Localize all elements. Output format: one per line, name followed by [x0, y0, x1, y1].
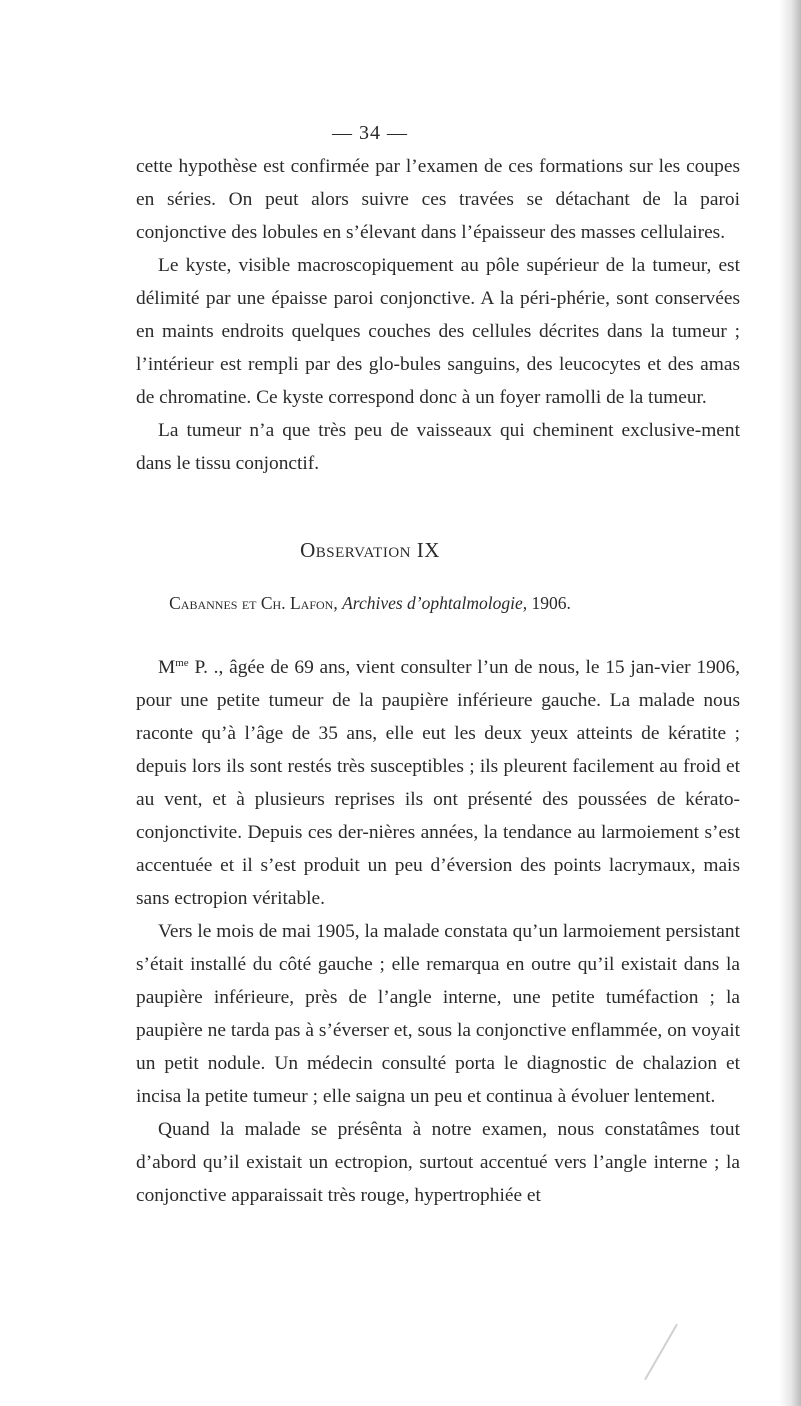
patient-text: P. ., âgée de 69 ans, vient consulter l’un de nous, le 15 jan-vier 1906, pour une petite tumeur de la paupière inférieure gauche. La malade nous raconte qu’à l’âge de 35 ans, elle eut les deux yeux atteints de kératite ; depuis lors ils sont restés très susceptibles ; ils pleurent facilement au froid et au vent, et à plusieurs reprises ils ont présenté des poussées de kérato-conjonctivite. Depuis ces der-nières années, la tendance au larmoiement s’est accentuée et il s’est produit un peu d’éversion des points lacrymaux, mais sans ectropion véritable.: [136, 657, 740, 909]
patient-title: M: [158, 657, 176, 678]
patient-title-sup: me: [175, 657, 189, 669]
citation-year: 1906.: [531, 593, 571, 613]
page-number: — 34 —: [332, 122, 408, 144]
paragraph: Le kyste, visible macroscopiquement au pôle supérieur de la tumeur, est délimité par une épaisse paroi conjonctive. A la péri-phérie, sont conservées en maints endroits quelques couches des cellules décrites dans la tumeur ; l’intérieur est rempli par des glo-bules sanguins, des leucocytes et des amas de chromatine. Ce kyste correspond donc à un foyer ramolli de la tumeur.: [136, 255, 740, 408]
pencil-mark: [644, 1324, 678, 1380]
citation-journal: Archives d’ophtalmologie,: [342, 593, 528, 613]
paragraph: Vers le mois de mai 1905, la malade constata qu’un larmoiement persistant s’était installé du côté gauche ; elle remarqua en outre qu’il existait dans la paupière inférieure, près de l’angle interne, une petite tuméfaction ; la paupière ne tarda pas à s’éverser et, sous la conjonctive enflammée, on voyait un petit nodule. Un médecin consulté porta le diagnostic de chalazion et incisa la petite tumeur ; elle saigna un peu et continua à évoluer lentement.: [136, 921, 740, 1107]
paragraph: cette hypothèse est confirmée par l’examen de ces formations sur les coupes en séries. On peut alors suivre ces travées se détachant de la paroi conjonctive des lobules en s’élevant dans l’épaisseur des masses cellulaires.: [136, 156, 740, 243]
paragraph: Quand la malade se présênta à notre examen, nous constatâmes tout d’abord qu’il existait un ectropion, surtout accentué vers l’angle interne ; la conjonctive apparaissait très rouge, hypertrophiée et: [136, 1119, 740, 1206]
text-block-top: [136, 150, 740, 480]
page-edge-shadow: [779, 0, 801, 1406]
citation: [0, 593, 740, 614]
paragraph: La tumeur n’a que très peu de vaisseaux qui cheminent exclusive-ment dans le tissu conjonctif.: [136, 420, 740, 474]
paragraph-patient: [136, 647, 740, 915]
section-title: Observation IX: [300, 538, 440, 562]
text-block-bottom: [136, 647, 740, 1212]
citation-authors: Cabannes et Ch. Lafon,: [169, 593, 338, 613]
